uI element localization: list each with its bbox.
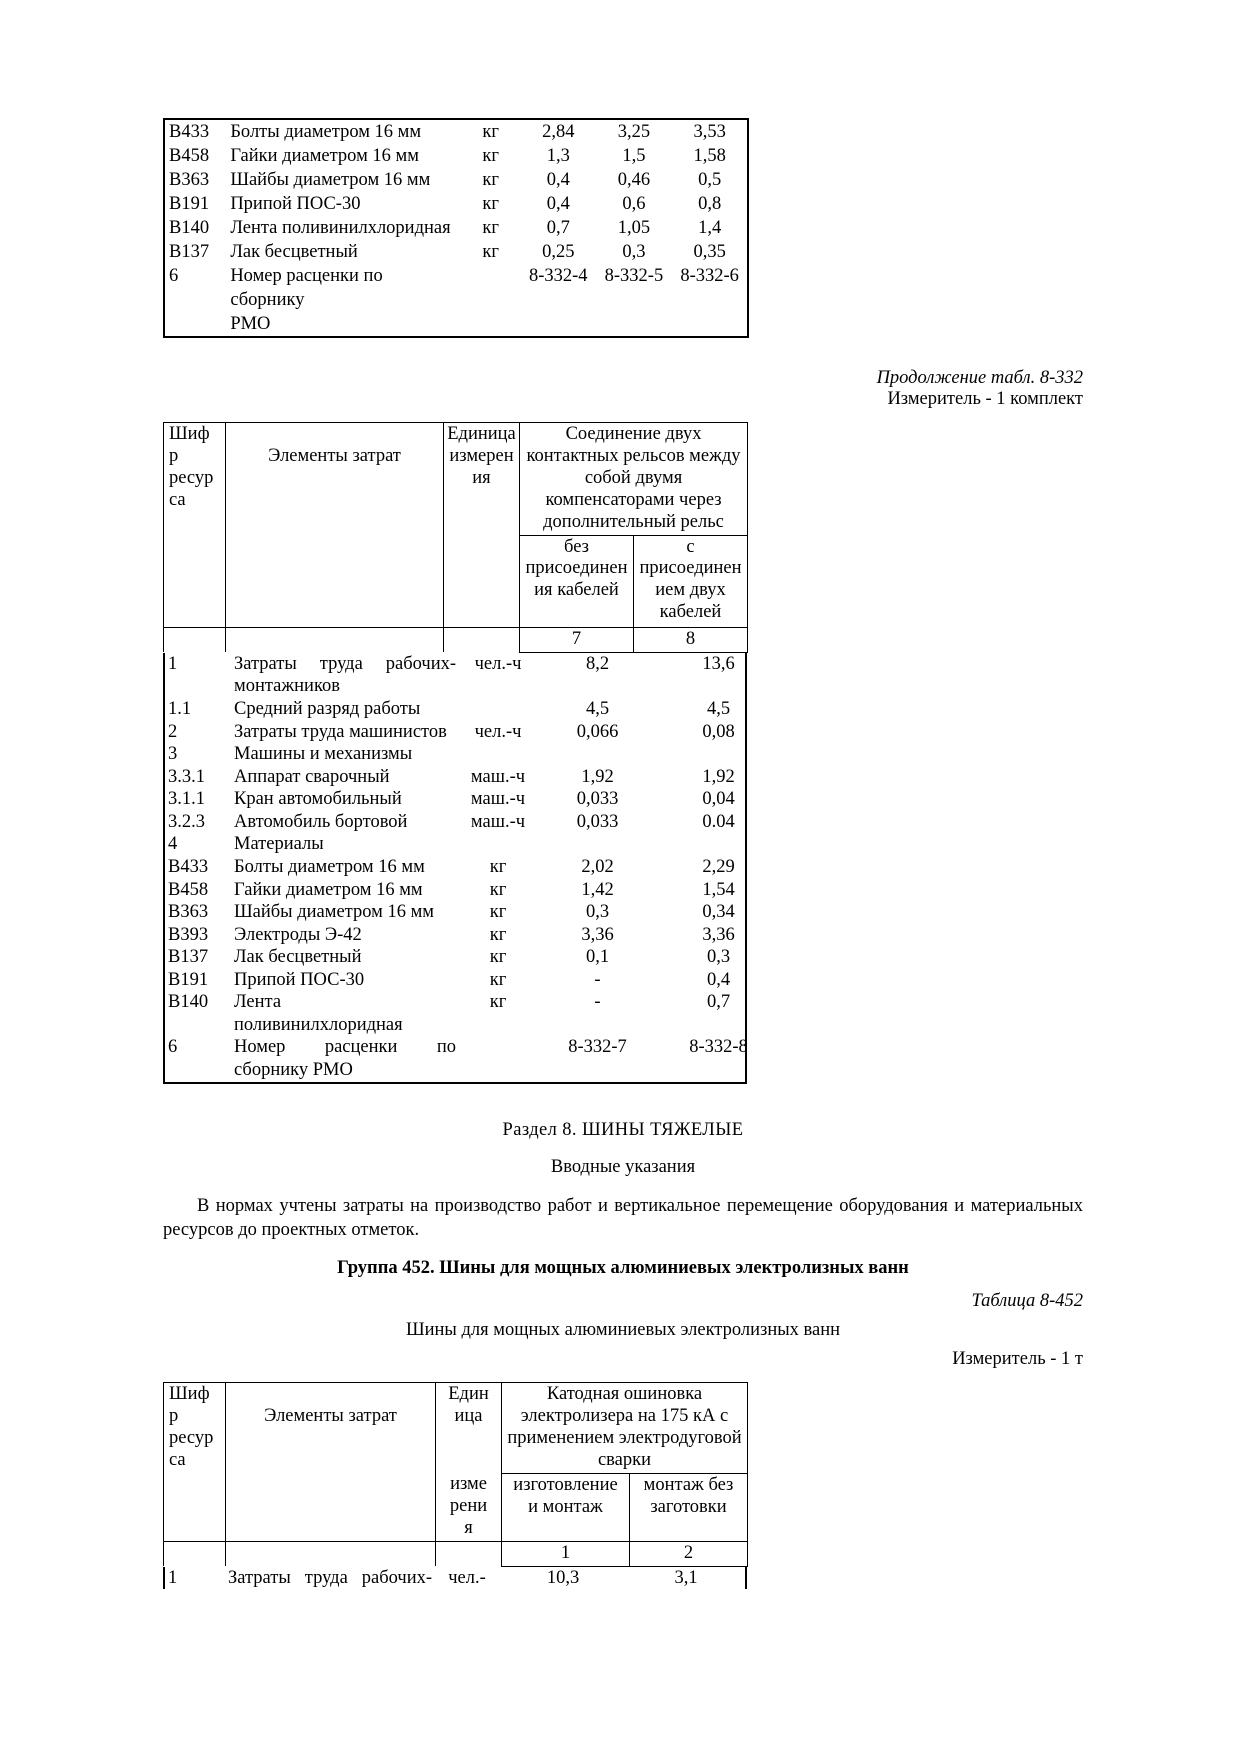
resource-code: В140 bbox=[169, 218, 210, 239]
table-8452-body-frame bbox=[163, 1567, 747, 1590]
cost-element-name: Гайки диаметром 16 мм bbox=[230, 146, 419, 167]
header-group-line-3: собой двумя bbox=[584, 468, 683, 489]
cost-element-name-line2: монтажников bbox=[234, 676, 340, 697]
value-col-5-empty bbox=[596, 312, 673, 337]
unit-of-measure: кг bbox=[489, 969, 507, 990]
header-shifr-line-1: Шиф bbox=[169, 424, 210, 445]
unit-of-measure: кг bbox=[482, 146, 499, 167]
colnum-7: 7 bbox=[520, 628, 634, 653]
value-col-4: 8-332-4 bbox=[528, 266, 588, 287]
table-8452-header bbox=[164, 1383, 748, 1566]
value-col-8: 3,36 bbox=[702, 924, 735, 945]
unit-of-measure-empty bbox=[459, 675, 537, 698]
cost-element-name: Автомобиль бортовой bbox=[234, 811, 408, 832]
table-8332-part2-rows bbox=[165, 653, 779, 1082]
header-sub-col-8 bbox=[634, 535, 748, 627]
header-sub7-filler bbox=[523, 602, 630, 626]
cost-element-name: Затраты труда рабочих- bbox=[228, 1567, 432, 1588]
unit-of-measure: кг bbox=[482, 122, 499, 142]
value-col-5: 0,3 bbox=[622, 242, 646, 263]
spacer bbox=[163, 1242, 1083, 1258]
resource-code: В393 bbox=[168, 924, 209, 945]
section-subheading: Вводные указания bbox=[550, 1156, 696, 1177]
table-row bbox=[165, 698, 779, 721]
value-col-4: 1,3 bbox=[546, 146, 570, 167]
header-shifr bbox=[164, 1383, 226, 1541]
resource-code: 6 bbox=[169, 266, 179, 287]
resource-code: 3 bbox=[168, 744, 178, 765]
value-col-4: 0,4 bbox=[546, 194, 570, 215]
header-shifr-line-2: р bbox=[169, 1406, 179, 1427]
header-group-line-1: Соединение двух bbox=[565, 424, 702, 445]
header-shifr bbox=[164, 423, 226, 628]
unit-of-measure-empty bbox=[459, 1059, 537, 1082]
header-sub7-line-3: ия кабелей bbox=[534, 580, 619, 601]
colnum-1: 1 bbox=[502, 1541, 630, 1566]
unit-of-measure: кг bbox=[489, 856, 507, 877]
value-col-5: 8-332-5 bbox=[604, 266, 664, 287]
resource-code: В140 bbox=[168, 992, 209, 1013]
spacer bbox=[163, 1178, 1083, 1194]
value-col-6: 1,4 bbox=[698, 218, 722, 239]
table-row bbox=[165, 766, 779, 789]
value-col-4: 0,7 bbox=[546, 218, 570, 239]
group-heading: Группа 452. Шины для мощных алюминиевых электролизных ванн bbox=[337, 1258, 909, 1279]
header-group-title bbox=[520, 423, 748, 535]
table-8332-part2-header bbox=[164, 423, 748, 652]
unit-of-measure: кг bbox=[489, 902, 507, 923]
value-col-8: 0,7 bbox=[706, 992, 731, 1013]
header-elements bbox=[226, 1383, 436, 1541]
table-row bbox=[164, 119, 748, 144]
unit-of-measure bbox=[459, 833, 537, 856]
resource-code: 1 bbox=[168, 653, 178, 674]
colnum-empty-elements bbox=[226, 1541, 436, 1566]
header-sub-col-7 bbox=[520, 535, 634, 627]
table-number-caption: Таблица 8-452 bbox=[971, 1291, 1083, 1312]
table-row bbox=[165, 901, 779, 924]
cost-element-name: Аппарат сварочный bbox=[234, 766, 390, 787]
resource-code: В137 bbox=[169, 242, 210, 263]
value-col-8-empty bbox=[658, 1059, 779, 1082]
cost-element-name: Средний разряд работы bbox=[234, 699, 421, 719]
header-sub8-line-1: с bbox=[686, 536, 695, 557]
cost-element-name: Материалы bbox=[234, 834, 324, 855]
unit-of-measure: кг bbox=[482, 218, 499, 239]
value-col-5: 0,6 bbox=[622, 194, 646, 215]
resource-code: В363 bbox=[168, 902, 209, 923]
table-8332-part2-body bbox=[165, 653, 779, 1082]
value-col-8: 2,29 bbox=[702, 856, 735, 877]
value-col-4: 0,25 bbox=[542, 242, 575, 263]
unit-of-measure: кг bbox=[489, 947, 507, 968]
section-heading: Раздел 8. ШИНЫ ТЯЖЕЛЫЕ bbox=[502, 1119, 744, 1140]
unit-of-measure bbox=[459, 743, 537, 766]
table-row bbox=[165, 833, 779, 856]
value-col-6: 0,5 bbox=[698, 170, 722, 191]
value-col-5: 3,25 bbox=[617, 122, 651, 142]
header-shifr-line-3: ресур bbox=[169, 1428, 214, 1449]
value-col-7: 0,033 bbox=[576, 811, 619, 832]
cost-element-name: Болты диаметром 16 мм bbox=[234, 856, 425, 877]
value-col-7-empty bbox=[537, 1059, 658, 1082]
table-row bbox=[165, 653, 779, 676]
value-col-6-empty bbox=[672, 312, 748, 337]
table-row bbox=[165, 721, 779, 744]
value-col-6: 0,8 bbox=[698, 194, 722, 215]
table-row bbox=[165, 811, 779, 834]
unit-of-measure: кг bbox=[489, 924, 507, 945]
cost-element-name: Припой ПОС-30 bbox=[230, 194, 361, 215]
header-group-line-5: дополнительный рельс bbox=[543, 511, 724, 532]
table-row bbox=[165, 946, 779, 969]
cost-element-name: Лента поливинилхлоридная bbox=[230, 218, 451, 239]
value-col-8: 0,4 bbox=[706, 969, 731, 990]
colnum-empty-unit bbox=[436, 1541, 502, 1566]
resource-code: 1.1 bbox=[168, 699, 192, 719]
header-unit-line-1: Единица bbox=[447, 424, 516, 445]
table-row bbox=[165, 991, 779, 1014]
table-row-continuation bbox=[164, 312, 748, 337]
header-unit-top bbox=[436, 1383, 502, 1473]
cost-element-name: Болты диаметром 16 мм bbox=[230, 122, 422, 142]
value-col-8: 0,3 bbox=[706, 947, 731, 968]
cost-element-name: Затраты труда рабочих- bbox=[234, 653, 456, 674]
table-8452-rows bbox=[165, 1567, 745, 1590]
header-sub8-line-4: кабелей bbox=[659, 602, 722, 623]
header-group-line-2: электролизера на 175 кА с bbox=[520, 1406, 729, 1427]
unit-of-measure-empty bbox=[459, 1014, 537, 1037]
header-elements-label: Элементы затрат bbox=[268, 446, 401, 467]
colnum-empty-unit bbox=[444, 628, 520, 653]
value-col-4: 2,84 bbox=[542, 122, 575, 142]
table-8332-part2 bbox=[163, 422, 748, 652]
header-unit-line-2: измерен bbox=[449, 446, 514, 467]
value-col-7: 1,42 bbox=[581, 879, 614, 900]
unit-of-measure: кг bbox=[482, 194, 499, 215]
resource-code: В191 bbox=[169, 194, 210, 215]
resource-code: В433 bbox=[168, 856, 209, 877]
value-col-8: 8-332-8 bbox=[689, 1037, 748, 1058]
unit-of-measure: кг bbox=[489, 879, 507, 900]
value-col-8: 0,34 bbox=[702, 902, 735, 923]
header-unit-bottom bbox=[436, 1473, 502, 1541]
measure-caption-2: Измеритель - 1 т bbox=[952, 1349, 1083, 1370]
table-8332-part2-body-frame bbox=[163, 653, 747, 1084]
resource-code: В433 bbox=[169, 122, 210, 142]
unit-of-measure-empty bbox=[460, 312, 521, 337]
colnum-empty-shifr bbox=[164, 628, 226, 653]
header-group-title bbox=[502, 1383, 748, 1473]
resource-code: 4 bbox=[168, 834, 178, 855]
spacer bbox=[163, 1084, 1083, 1120]
header-group-line-2: контактных рельсов между bbox=[526, 446, 741, 467]
value-col-5: 1,5 bbox=[622, 146, 646, 167]
header-group-line-3: применением электродуговой bbox=[507, 1428, 742, 1449]
value-col-4: 0,4 bbox=[546, 170, 570, 191]
unit-of-measure bbox=[459, 1036, 537, 1059]
header-sub8-line-2: присоединен bbox=[639, 558, 742, 579]
unit-of-measure: чел.-ч bbox=[474, 653, 522, 674]
value-col-8 bbox=[658, 743, 779, 766]
cost-element-name-line2: РМО bbox=[230, 314, 271, 335]
value-col-8-empty bbox=[658, 675, 779, 698]
cost-element-name: Шайбы диаметром 16 мм bbox=[234, 902, 435, 923]
header-shifr-line-4: са bbox=[169, 489, 186, 510]
spacer bbox=[163, 1141, 1083, 1157]
table-8332-continued bbox=[163, 118, 749, 338]
header-unit-top-line-2: ица bbox=[454, 1406, 483, 1427]
value-col-7-empty bbox=[537, 675, 658, 698]
resource-code: В191 bbox=[168, 969, 209, 990]
continuation-caption: Продолжение табл. 8-332 bbox=[876, 368, 1083, 389]
table-row bbox=[165, 969, 779, 992]
resource-code: 3.1.1 bbox=[168, 789, 205, 810]
table-8452 bbox=[163, 1382, 748, 1566]
cost-element-name: Номер расценки по bbox=[234, 1037, 456, 1058]
value-col-7: 8,2 bbox=[585, 653, 610, 674]
value-col-6: 3,53 bbox=[693, 122, 726, 142]
colnum-empty-elements bbox=[226, 628, 444, 653]
value-col-1: 10,3 bbox=[546, 1567, 580, 1588]
header-sub8-line-3: ием двух bbox=[655, 580, 726, 601]
table-row bbox=[165, 788, 779, 811]
column-number-row bbox=[164, 1541, 748, 1566]
value-col-7: 2,02 bbox=[581, 856, 614, 877]
table-row bbox=[165, 924, 779, 947]
cost-element-name: Машины и механизмы bbox=[234, 744, 413, 765]
value-col-7: 8-332-7 bbox=[568, 1037, 627, 1058]
cost-element-name: Шайбы диаметром 16 мм bbox=[230, 170, 431, 191]
value-col-5: 1,05 bbox=[617, 218, 651, 239]
cost-element-name-line2: поливинилхлоридная bbox=[234, 1014, 403, 1035]
header-unit-bottom-line-1: изме bbox=[450, 1474, 487, 1495]
value-col-7: - bbox=[594, 992, 601, 1013]
header-row bbox=[164, 423, 748, 535]
resource-code: В363 bbox=[169, 170, 210, 191]
value-col-8: 0,04 bbox=[702, 789, 735, 810]
cost-element-name: Лак бесцветный bbox=[234, 947, 362, 968]
table-row bbox=[164, 240, 748, 264]
resource-code-empty bbox=[165, 675, 231, 698]
spacer bbox=[163, 338, 1083, 368]
value-col-2: 3,1 bbox=[674, 1567, 698, 1588]
table-row bbox=[165, 1567, 745, 1590]
spacer bbox=[163, 1370, 1083, 1382]
cost-element-name: Припой ПОС-30 bbox=[234, 969, 365, 990]
header-shifr-line-1: Шиф bbox=[169, 1384, 210, 1405]
value-col-7-empty bbox=[537, 1014, 658, 1037]
unit-of-measure bbox=[459, 698, 537, 721]
value-col-7: 3,36 bbox=[581, 924, 614, 945]
table-8332-continued-body bbox=[164, 119, 748, 337]
header-row bbox=[164, 1383, 748, 1473]
header-shifr-line-4: са bbox=[169, 1449, 186, 1470]
table-row-continuation bbox=[165, 1014, 779, 1037]
header-unit-bottom-line-3: я bbox=[464, 1517, 473, 1538]
value-col-7: - bbox=[594, 969, 601, 990]
value-col-8: 13,6 bbox=[702, 653, 735, 674]
value-col-8: 1,92 bbox=[702, 766, 735, 787]
value-col-6: 1,58 bbox=[693, 146, 726, 167]
unit-of-measure: маш.-ч bbox=[470, 811, 526, 832]
spacer bbox=[163, 410, 1083, 422]
unit-of-measure: кг bbox=[482, 242, 499, 263]
value-col-8 bbox=[658, 833, 779, 856]
value-col-8: 0.04 bbox=[702, 811, 735, 832]
header-sub1-line-2: и монтаж bbox=[528, 1496, 603, 1517]
resource-code-empty bbox=[165, 1014, 231, 1037]
resource-code-empty bbox=[165, 1059, 231, 1082]
spacer bbox=[163, 1341, 1083, 1349]
resource-code: В458 bbox=[169, 146, 210, 167]
cost-element-name: Кран автомобильный bbox=[234, 789, 402, 810]
unit-of-measure: маш.-ч bbox=[470, 766, 526, 787]
page-content bbox=[163, 118, 1083, 1589]
header-sub-col-1 bbox=[502, 1473, 630, 1541]
header-unit-line-3: ия bbox=[472, 468, 491, 489]
value-col-6: 8-332-6 bbox=[680, 266, 739, 287]
table-row bbox=[164, 144, 748, 168]
table-row-continuation bbox=[165, 675, 779, 698]
cost-element-name: Гайки диаметром 16 мм bbox=[234, 879, 423, 900]
value-col-4-empty bbox=[521, 312, 596, 337]
header-unit bbox=[444, 423, 520, 628]
header-elements-label: Элементы затрат bbox=[264, 1406, 397, 1427]
resource-code: В137 bbox=[168, 947, 209, 968]
unit-of-measure: кг bbox=[482, 170, 499, 191]
header-sub2-line-1: монтаж без bbox=[643, 1474, 734, 1495]
column-number-row bbox=[164, 628, 748, 653]
value-col-8: 1,54 bbox=[702, 879, 735, 900]
header-sub1-line-1: изготовление bbox=[513, 1474, 618, 1495]
resource-code-empty bbox=[164, 312, 230, 337]
header-sub7-line-1: без bbox=[564, 536, 589, 557]
colnum-2: 2 bbox=[630, 1541, 748, 1566]
unit-of-measure: кг bbox=[489, 992, 507, 1013]
cost-element-name: Лак бесцветный bbox=[230, 242, 358, 263]
value-col-7 bbox=[537, 743, 658, 766]
value-col-7: 0,033 bbox=[576, 789, 619, 810]
table-row bbox=[165, 879, 779, 902]
unit-of-measure: маш.-ч bbox=[470, 789, 526, 810]
table-8452-body bbox=[165, 1567, 745, 1590]
resource-code: 3.3.1 bbox=[168, 766, 205, 787]
header-shifr-line-2: р bbox=[169, 446, 179, 467]
unit-of-measure: чел.- bbox=[448, 1567, 486, 1588]
table-row bbox=[164, 264, 748, 312]
header-elements bbox=[226, 423, 444, 628]
cost-element-name: Номер расценки по сборнику bbox=[230, 266, 383, 311]
header-shifr-line-3: ресур bbox=[169, 468, 214, 489]
colnum-empty-shifr bbox=[164, 1541, 226, 1566]
measure-caption: Измеритель - 1 комплект bbox=[887, 389, 1083, 410]
colnum-8: 8 bbox=[634, 628, 748, 653]
resource-code: 6 bbox=[168, 1037, 178, 1058]
resource-code: 1 bbox=[168, 1567, 178, 1588]
cost-element-name: Затраты труда машинистов bbox=[234, 721, 447, 742]
resource-code: 2 bbox=[168, 721, 178, 742]
value-col-8: 0,08 bbox=[702, 721, 735, 742]
resource-code: 3.2.3 bbox=[168, 811, 205, 832]
value-col-7: 0,3 bbox=[585, 902, 610, 923]
cost-element-name-line2: сборнику РМО bbox=[234, 1060, 353, 1080]
intro-paragraph bbox=[163, 1194, 1083, 1243]
value-col-6: 0,35 bbox=[693, 242, 726, 263]
header-sub2-line-2: заготовки bbox=[650, 1496, 727, 1517]
header-unit-top-line-1: Един bbox=[448, 1384, 489, 1405]
table-row bbox=[164, 192, 748, 216]
spacer bbox=[163, 1279, 1083, 1291]
resource-code: В458 bbox=[168, 879, 209, 900]
value-col-8: 4,5 bbox=[706, 699, 731, 719]
header-sub-col-2 bbox=[630, 1473, 748, 1541]
value-col-7: 4,5 bbox=[585, 699, 610, 719]
header-sub7-line-2: присоединен bbox=[525, 558, 628, 579]
value-col-8-empty bbox=[658, 1014, 779, 1037]
table-row bbox=[165, 856, 779, 879]
table-row bbox=[165, 1036, 779, 1059]
table-row bbox=[165, 743, 779, 766]
cost-element-name: Электроды Э-42 bbox=[234, 924, 362, 945]
cost-element-name: Лента bbox=[234, 992, 282, 1013]
header-unit-bottom-line-2: рени bbox=[449, 1496, 488, 1517]
unit-of-measure: чел.-ч bbox=[474, 721, 522, 742]
unit-of-measure bbox=[460, 264, 521, 312]
header-group-line-4: сварки bbox=[597, 1449, 652, 1470]
header-group-line-1: Катодная ошиновка bbox=[546, 1384, 703, 1405]
header-group-line-4: компенсаторами через bbox=[545, 489, 722, 510]
value-col-5: 0,46 bbox=[617, 170, 651, 191]
spacer bbox=[163, 1312, 1083, 1320]
value-col-7: 1,92 bbox=[581, 766, 614, 787]
value-col-7 bbox=[537, 833, 658, 856]
table-row-continuation bbox=[165, 1059, 779, 1082]
intro-paragraph-text: В нормах учтены затраты на производство работ и вертикальное перемещение оборудования и материальных ресурсов до проектных отметок. bbox=[163, 1195, 1083, 1240]
value-col-7: 0,1 bbox=[585, 947, 610, 968]
value-col-7: 0,066 bbox=[576, 721, 619, 742]
table-row bbox=[164, 168, 748, 192]
table-row bbox=[164, 216, 748, 240]
table-title-caption: Шины для мощных алюминиевых электролизных ванн bbox=[405, 1320, 841, 1341]
